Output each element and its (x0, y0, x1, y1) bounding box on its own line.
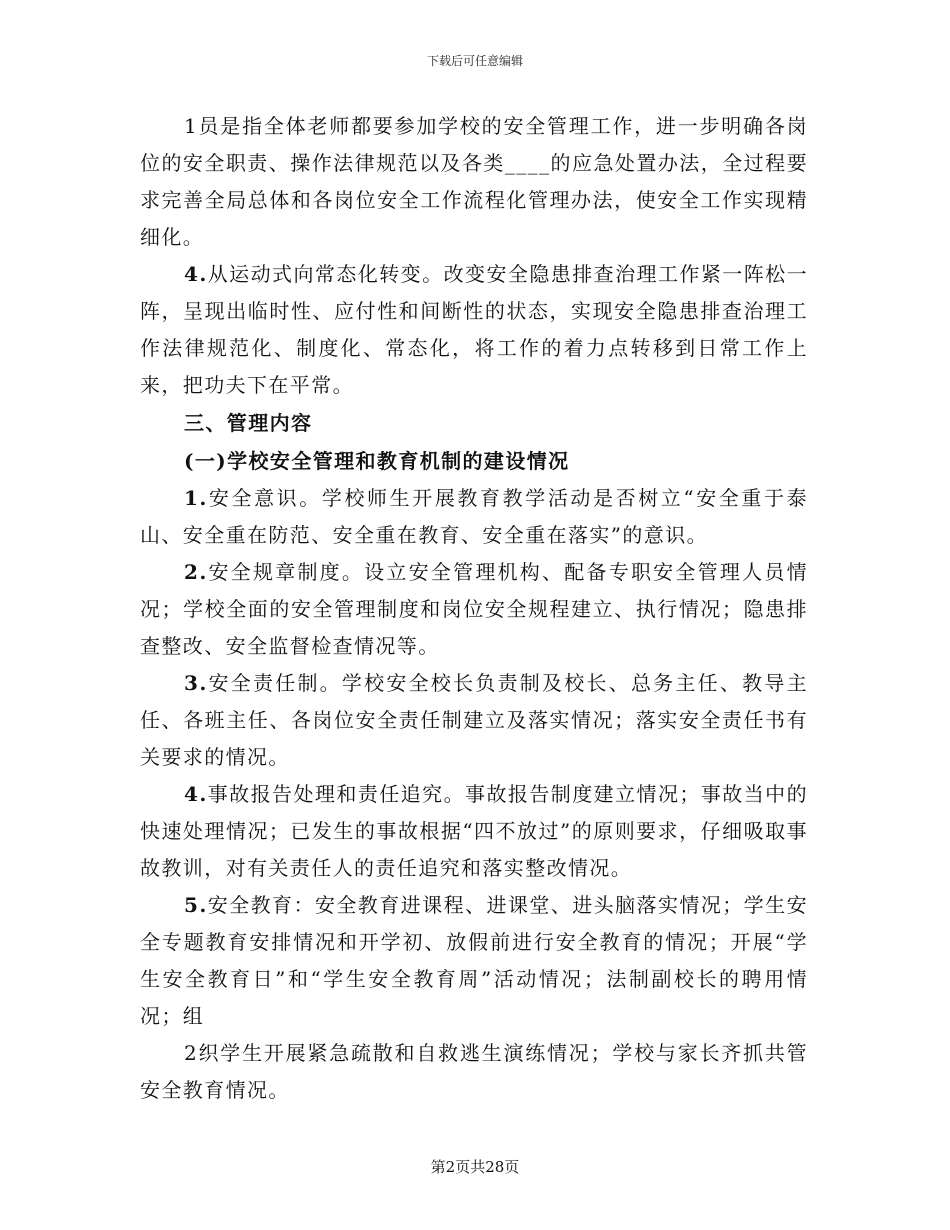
item-number: 1. (184, 486, 208, 510)
page-footer: 第2页共28页 (430, 1158, 520, 1176)
item-text: 安全意识。学校师生开展教育教学活动是否树立“安全重于泰山、安全重在防范、安全重在教育、安全重在落实”的意识。 (140, 486, 808, 547)
paragraph-text: 1员是指全体老师都要参加学校的安全管理工作，进一步明确各岗位的安全职责、操作法律规范以及各类____的应急处置办法，全过程要求完善全局总体和各岗位安全工作流程化管理办法，使安全工作实现精细化。 (140, 114, 808, 249)
item-text: 事故报告处理和责任追究。事故报告制度建立情况；事故当中的快速处理情况；已发生的事故根据“四不放过”的原则要求，仔细吸取事故教训，对有关责任人的责任追究和落实整改情况。 (140, 782, 808, 880)
document-body (140, 108, 808, 1109)
paragraph-text: 从运动式向常态化转变。改变安全隐患排查治理工作紧一阵松一阵，呈现出临时性、应付性和间断性的状态，实现安全隐患排查治理工作法律规范化、制度化、常态化，将工作的着力点转移到日常工作上来，把功夫下在平常。 (140, 262, 808, 397)
paragraph (140, 256, 808, 404)
list-item (140, 554, 808, 665)
item-number: 4. (184, 782, 208, 806)
list-item (140, 887, 808, 1035)
item-text: 安全教育：安全教育进课程、进课堂、进头脑落实情况；学生安全专题教育安排情况和开学初、放假前进行安全教育的情况；开展“学生安全教育日”和“学生安全教育周”活动情况；法制副校长的聘用情况；组 (140, 893, 808, 1028)
section-heading: 三、管理内容 (184, 411, 313, 435)
item-number: 2. (184, 560, 208, 584)
item-number: 5. (184, 893, 208, 917)
page-header: 下载后可任意编辑 (426, 54, 523, 68)
paragraph-number: 4. (184, 262, 208, 286)
item-text: 安全规章制度。设立安全管理机构、配备专职安全管理人员情况；学校全面的安全管理制度和岗位安全规程建立、执行情况；隐患排查整改、安全监督检查情况等。 (140, 560, 808, 658)
list-item (140, 665, 808, 776)
paragraph (140, 108, 808, 256)
paragraph (140, 1035, 808, 1109)
list-item (140, 480, 808, 554)
list-item (140, 776, 808, 887)
paragraph-text: 2织学生开展紧急疏散和自救逃生演练情况；学校与家长齐抓共管安全教育情况。 (140, 1041, 808, 1102)
item-number: 3. (184, 671, 208, 695)
item-text: 安全责任制。学校安全校长负责制及校长、总务主任、教导主任、各班主任、各岗位安全责任制建立及落实情况；落实安全责任书有关要求的情况。 (140, 671, 808, 769)
sub-heading: (一)学校安全管理和教育机制的建设情况 (184, 449, 570, 473)
